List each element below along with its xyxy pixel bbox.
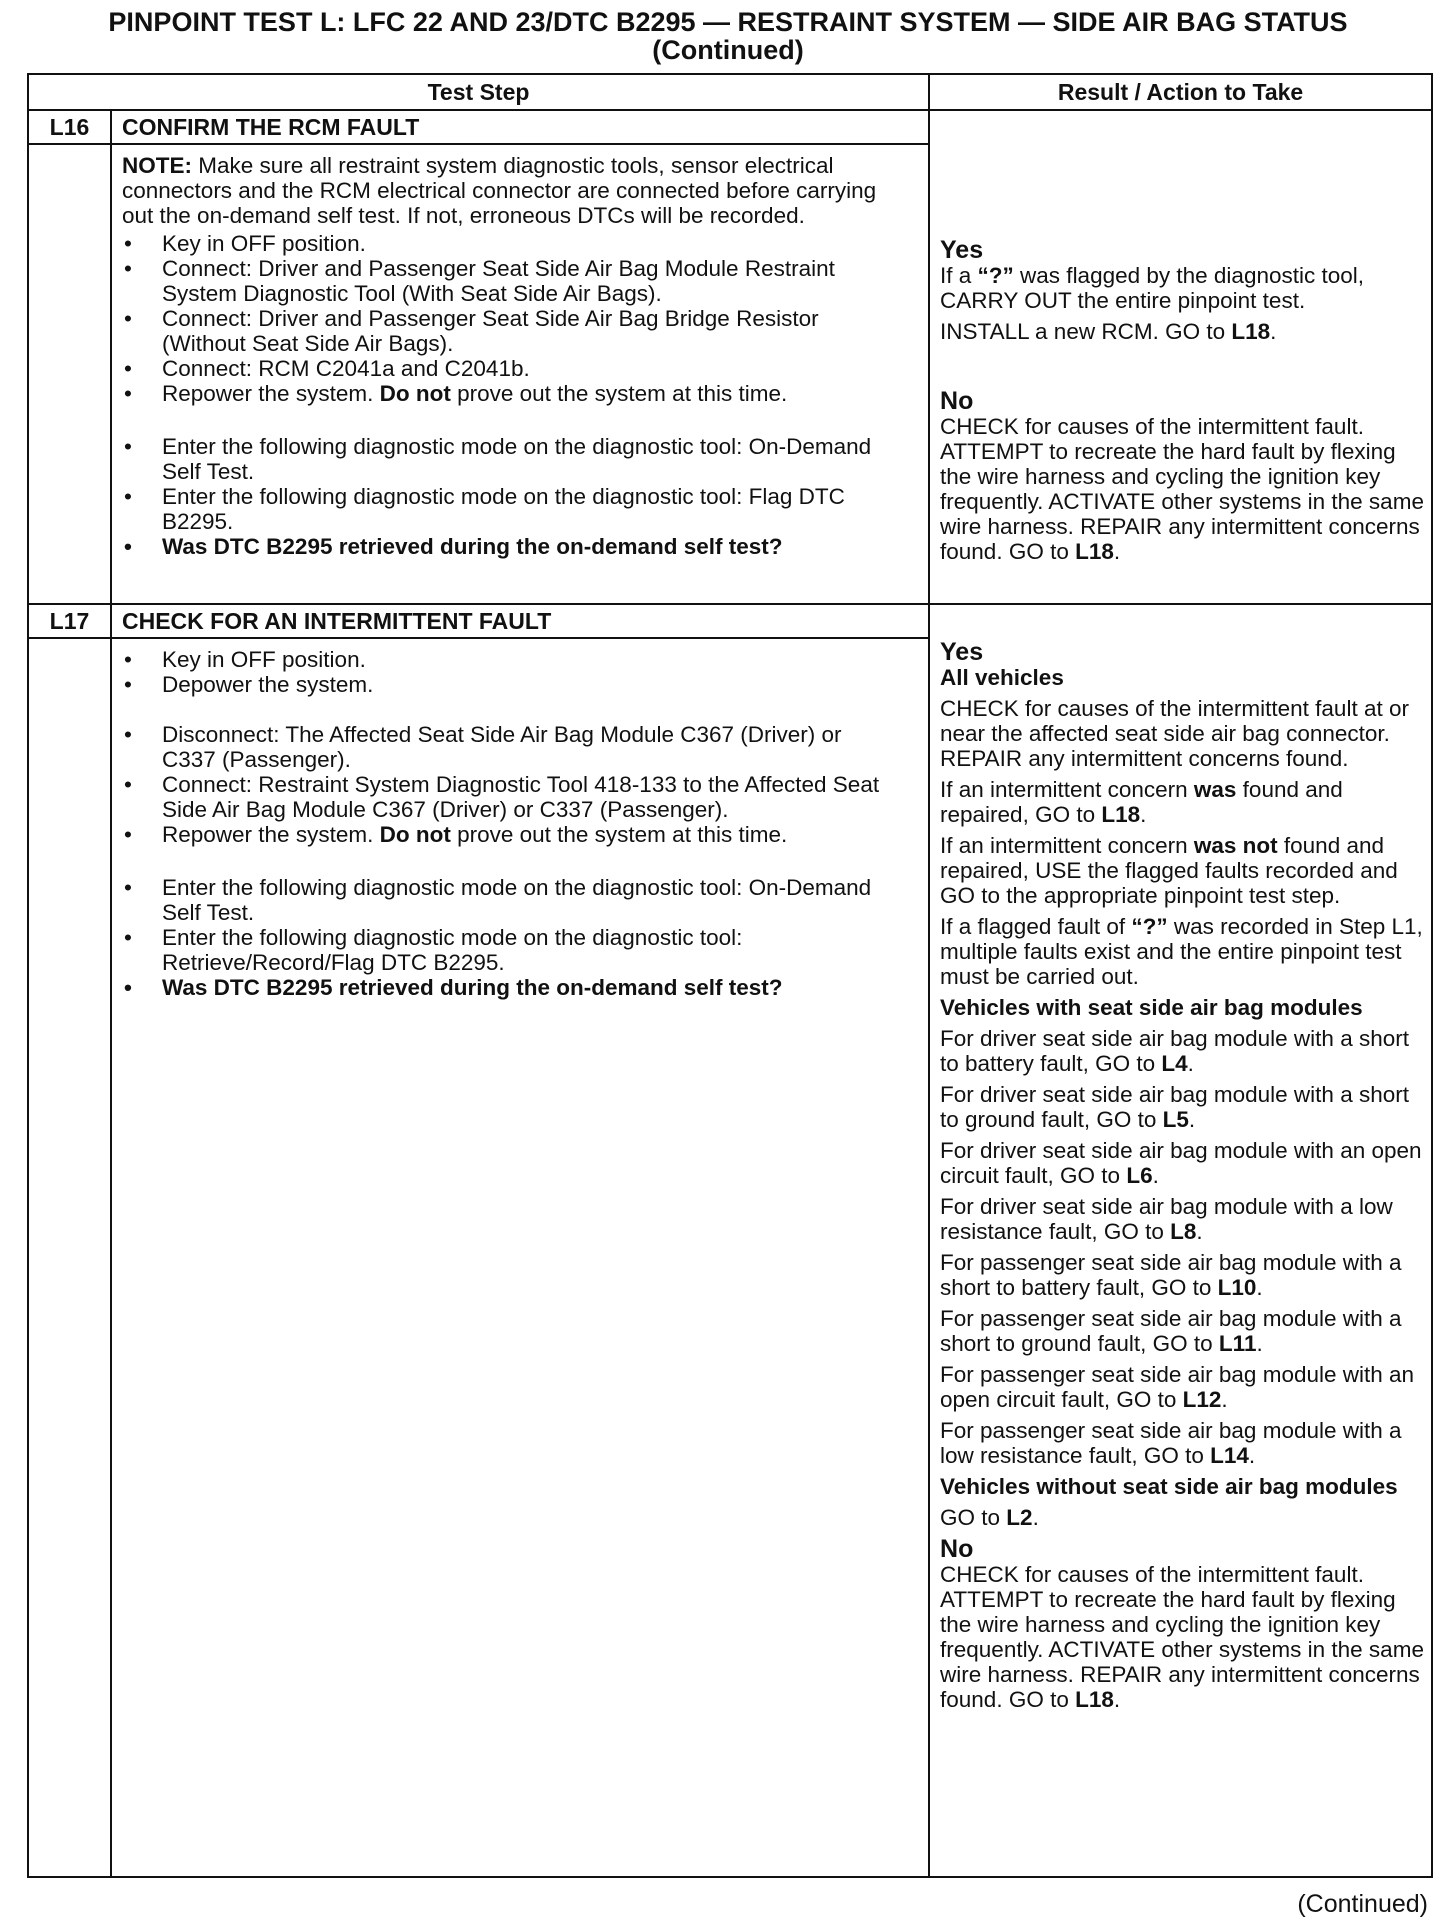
- step-l16-content: [111, 144, 929, 604]
- result-paragraph: If a flagged fault of “?” was recorded in Step L1, multiple faults exist and the entire pinpoint test must be carried out.: [940, 914, 1423, 989]
- title-line-2: (Continued): [652, 35, 804, 65]
- result-paragraph: CHECK for causes of the intermittent fault. ATTEMPT to recreate the hard fault by flexing the wire harness and cycling the ignition key frequently. ACTIVATE other systems in the same wire harness. REPAIR any intermittent concerns found. GO to L18.: [940, 1562, 1424, 1712]
- list-item: • Repower the system. Do not prove out the system at this time.: [122, 381, 880, 406]
- step-number: L17: [28, 604, 111, 638]
- list-item: • Depower the system.: [122, 672, 880, 697]
- goto-paragraph: For passenger seat side air bag module with a low resistance fault, GO to L14.: [940, 1418, 1402, 1468]
- list-item: • Enter the following diagnostic mode on the diagnostic tool: Retrieve/Record/Flag DTC B2295.: [122, 925, 880, 975]
- header-test-step: Test Step: [28, 74, 929, 110]
- result-paragraph: If a “?” was flagged by the diagnostic tool, CARRY OUT the entire pinpoint test.: [940, 263, 1365, 313]
- step-l17-result: [929, 604, 1432, 1877]
- goto-paragraph: For driver seat side air bag module with an open circuit fault, GO to L6.: [940, 1138, 1422, 1188]
- list-item: • Enter the following diagnostic mode on the diagnostic tool: Flag DTC B2295.: [122, 484, 880, 534]
- step-list: [122, 231, 880, 406]
- list-item: • Connect: Restraint System Diagnostic Tool 418-133 to the Affected Seat Side Air Bag Module C367 (Driver) or C337 (Passenger).: [122, 772, 880, 822]
- subheading: Vehicles without seat side air bag modules: [940, 1474, 1398, 1499]
- step-l16-result: [929, 110, 1432, 604]
- header-row: [28, 74, 1432, 110]
- title-line-1: PINPOINT TEST L: LFC 22 AND 23/DTC B2295 — RESTRAINT SYSTEM — SIDE AIR BAG STATUS: [108, 7, 1348, 37]
- goto-paragraph: For driver seat side air bag module with a low resistance fault, GO to L8.: [940, 1194, 1393, 1244]
- step-name: CHECK FOR AN INTERMITTENT FAULT: [111, 604, 929, 638]
- goto-paragraph: GO to L2.: [940, 1505, 1039, 1530]
- result-paragraph: If an intermittent concern was found and repaired, GO to L18.: [940, 777, 1343, 827]
- goto-paragraph: For driver seat side air bag module with a short to battery fault, GO to L4.: [940, 1026, 1409, 1076]
- no-heading: No: [940, 387, 974, 415]
- result-paragraph: CHECK for causes of the intermittent fault at or near the affected seat side air bag connector. REPAIR any intermittent concerns found.: [940, 696, 1409, 771]
- note: NOTE: Make sure all restraint system diagnostic tools, sensor electrical connectors and the RCM electrical connector are connected before carrying out the on-demand self test. If not, erroneous DTCs will be recorded.: [122, 153, 877, 228]
- list-item: • Connect: Driver and Passenger Seat Side Air Bag Bridge Resistor (Without Seat Side Air Bags).: [122, 306, 880, 356]
- step-list: [122, 647, 880, 697]
- goto-paragraph: For driver seat side air bag module with a short to ground fault, GO to L5.: [940, 1082, 1409, 1132]
- list-item: • Key in OFF position.: [122, 231, 880, 256]
- step-l16-header-row: [28, 110, 1432, 144]
- yes-heading: Yes: [940, 236, 984, 264]
- list-item: • Enter the following diagnostic mode on the diagnostic tool: On-Demand Self Test.: [122, 875, 880, 925]
- no-heading: No: [940, 1535, 974, 1563]
- step-name: CONFIRM THE RCM FAULT: [111, 110, 929, 144]
- result-paragraph: CHECK for causes of the intermittent fault. ATTEMPT to recreate the hard fault by flexing the wire harness and cycling the ignition key frequently. ACTIVATE other systems in the same wire harness. REPAIR any intermittent concerns found. GO to L18.: [940, 414, 1424, 564]
- list-item: • Repower the system. Do not prove out the system at this time.: [122, 822, 880, 847]
- yes-heading: Yes: [940, 638, 984, 666]
- step-l17-header-row: [28, 604, 1432, 638]
- list-item: • Connect: Driver and Passenger Seat Side Air Bag Module Restraint System Diagnostic Tool (With Seat Side Air Bags).: [122, 256, 880, 306]
- list-item: • Was DTC B2295 retrieved during the on-demand self test?: [122, 975, 880, 1000]
- goto-paragraph: For passenger seat side air bag module with an open circuit fault, GO to L12.: [940, 1362, 1415, 1412]
- goto-paragraph: For passenger seat side air bag module with a short to ground fault, GO to L11.: [940, 1306, 1402, 1356]
- step-list: [122, 722, 880, 847]
- list-item: • Enter the following diagnostic mode on the diagnostic tool: On-Demand Self Test.: [122, 434, 880, 484]
- continued-footer: (Continued): [1297, 1890, 1428, 1918]
- pinpoint-table: [27, 73, 1433, 1878]
- step-number: L16: [28, 110, 111, 144]
- subheading: All vehicles: [940, 665, 1064, 690]
- list-item: • Key in OFF position.: [122, 647, 880, 672]
- page-title: [0, 8, 1456, 64]
- header-result: Result / Action to Take: [929, 74, 1432, 110]
- subheading: Vehicles with seat side air bag modules: [940, 995, 1363, 1020]
- result-paragraph: INSTALL a new RCM. GO to L18.: [940, 319, 1277, 344]
- list-item: • Connect: RCM C2041a and C2041b.: [122, 356, 880, 381]
- goto-paragraph: For passenger seat side air bag module with a short to battery fault, GO to L10.: [940, 1250, 1402, 1300]
- step-l17-content: [111, 638, 929, 1877]
- list-item: • Was DTC B2295 retrieved during the on-demand self test?: [122, 534, 880, 559]
- step-list: [122, 875, 880, 1000]
- step-list: [122, 434, 880, 559]
- list-item: • Disconnect: The Affected Seat Side Air Bag Module C367 (Driver) or C337 (Passenger).: [122, 722, 880, 772]
- result-paragraph: If an intermittent concern was not found and repaired, USE the flagged faults recorded and GO to the appropriate pinpoint test step.: [940, 833, 1398, 908]
